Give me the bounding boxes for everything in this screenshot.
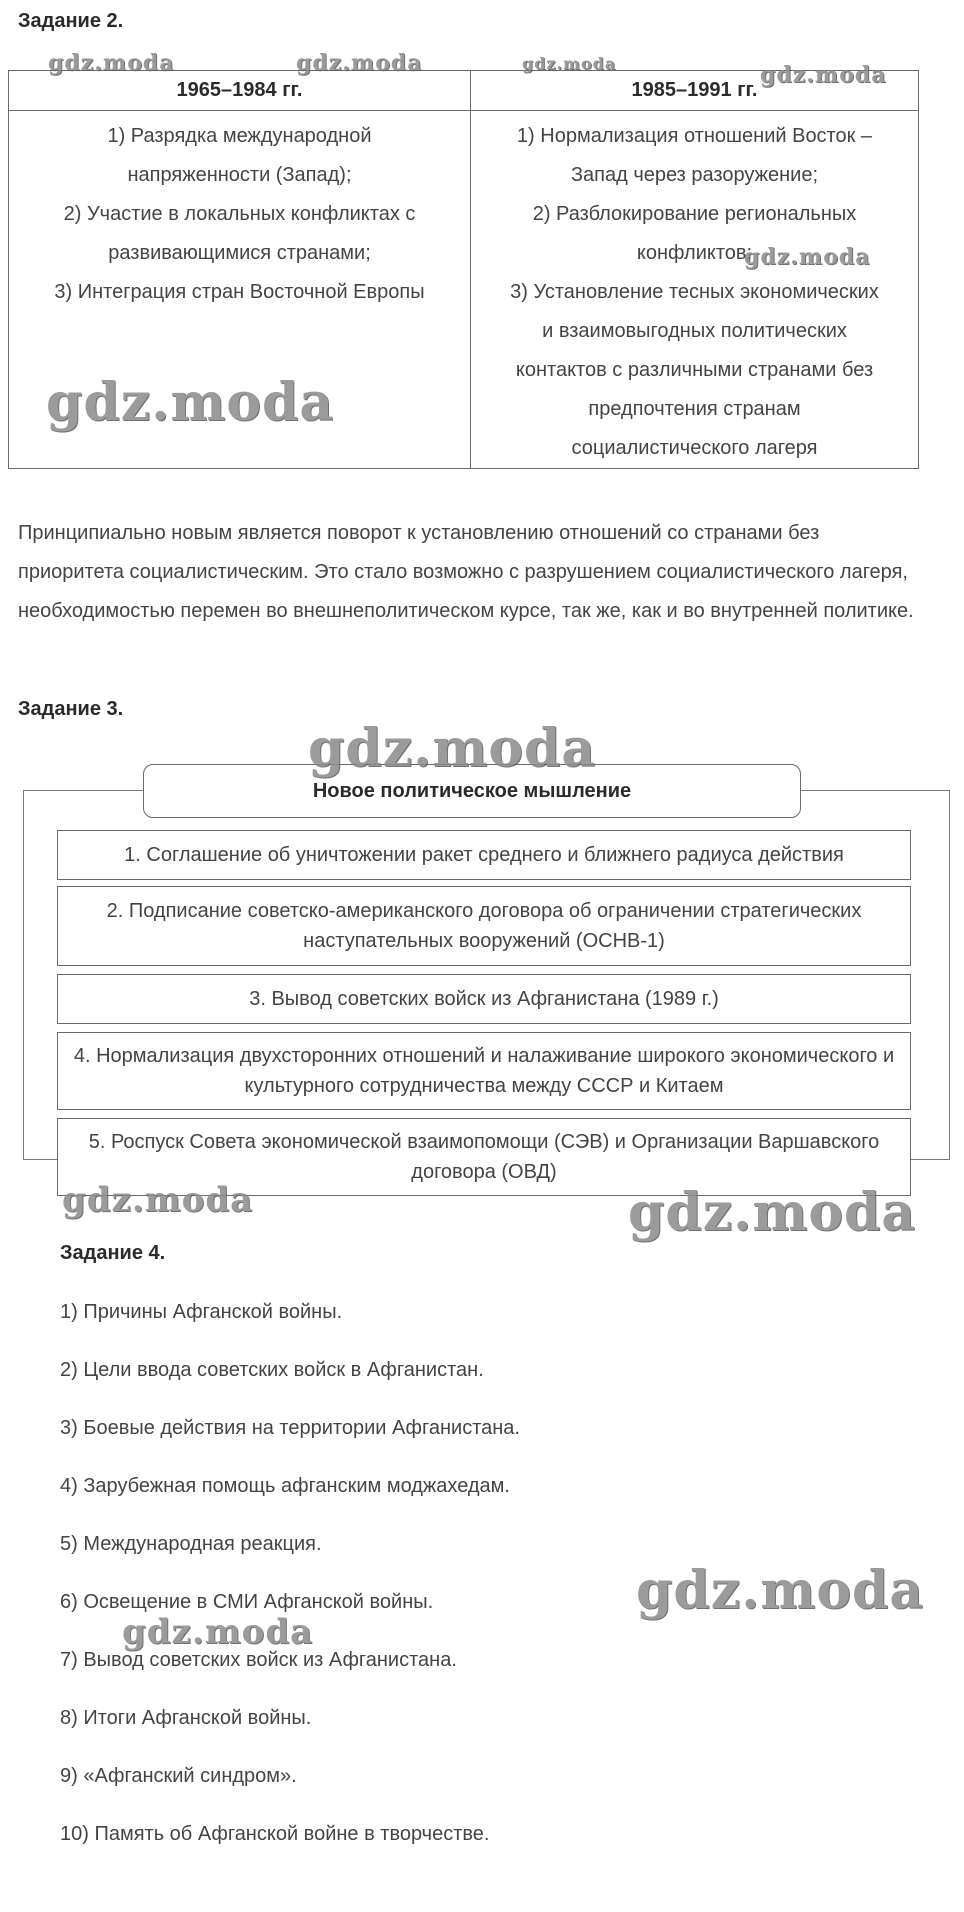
watermark: gdz.moda [308,718,597,779]
cell-line: 1) Нормализация отношений Восток – [516,125,873,147]
list-item: 9) «Афганский синдром». [60,1765,297,1787]
task4-heading: Задание 4. [60,1242,166,1264]
task3-diagram [23,760,950,1183]
diagram-item-1: 1. Соглашение об уничтожении ракет среднего и ближнего радиуса действия [57,830,911,880]
watermark: gdz.moda [46,372,335,433]
task2-conclusion-paragraph: Принципиально новым является поворот к установлению отношений со странами без приоритета социалистическим. Это стало возможно с разрушением социалистического лагеря, необходимостью перемен во внешнеполитическом курсе, так же, как и во внутренней политике. [18,522,914,622]
list-item: 8) Итоги Афганской войны. [60,1707,312,1729]
watermark: gdz.moda [48,50,175,76]
cell-line: социалистического лагеря [571,437,818,459]
cell-1985-1991 [471,111,919,469]
cell-line: 2) Разблокирование региональных [532,203,857,225]
watermark: gdz.moda [760,62,887,88]
task4-list [60,1283,520,1863]
task3-heading: Задание 3. [18,698,124,720]
watermark: gdz.moda [122,1612,314,1652]
watermark: gdz.moda [62,1180,254,1220]
list-item: 1) Причины Афганской войны. [60,1301,343,1323]
diagram-item-2: 2. Подписание советско-американского договора об ограничении стратегических наступательных вооружений (ОСНВ-1) [57,886,911,966]
diagram-item-4: 4. Нормализация двухсторонних отношений и налаживание широкого экономического и культурного сотрудничества между СССР и Китаем [57,1032,911,1110]
list-item: 4) Зарубежная помощь афганским моджахедам. [60,1475,510,1497]
cell-line: и взаимовыгодных политических [542,320,847,342]
cell-line: 1) Разрядка международной [107,125,372,147]
cell-line: конфликтов; [636,242,753,264]
watermark: gdz.moda [522,54,617,73]
diagram-item-3: 3. Вывод советских войск из Афганистана (1989 г.) [57,974,911,1024]
watermark: gdz.moda [628,1182,917,1243]
list-item: 10) Память об Афганской войне в творчестве. [60,1823,490,1845]
task2-heading: Задание 2. [18,10,124,32]
watermark: gdz.moda [636,1560,925,1621]
cell-line: развивающимися странами; [108,242,371,264]
watermark: gdz.moda [296,50,423,76]
list-item: 3) Боевые действия на территории Афганистана. [60,1417,520,1439]
list-item: 6) Освещение в СМИ Афганской войны. [60,1591,434,1613]
cell-line: напряженности (Запад); [127,164,352,186]
list-item: 2) Цели ввода советских войск в Афганистан. [60,1359,484,1381]
list-item: 7) Вывод советских войск из Афганистана. [60,1649,457,1671]
diagram-item-5: 5. Роспуск Совета экономической взаимопомощи (СЭВ) и Организации Варшавского договора (ОВД) [57,1118,911,1196]
watermark: gdz.moda [744,244,871,270]
cell-line: предпочтения странам [588,398,801,420]
diagram-title: Новое политическое мышление [143,764,801,818]
list-item: 5) Международная реакция. [60,1533,322,1555]
cell-line: Запад через разоружение; [570,164,819,186]
cell-line: 3) Интеграция стран Восточной Европы [54,281,425,303]
cell-line: 2) Участие в локальных конфликтах с [63,203,416,225]
cell-line: контактов с различными странами без [515,359,874,381]
column-header-1985-1991: 1985–1991 гг. [471,71,919,111]
column-header-1965-1984: 1965–1984 гг. [9,71,471,111]
cell-line: 3) Установление тесных экономических [510,281,879,303]
